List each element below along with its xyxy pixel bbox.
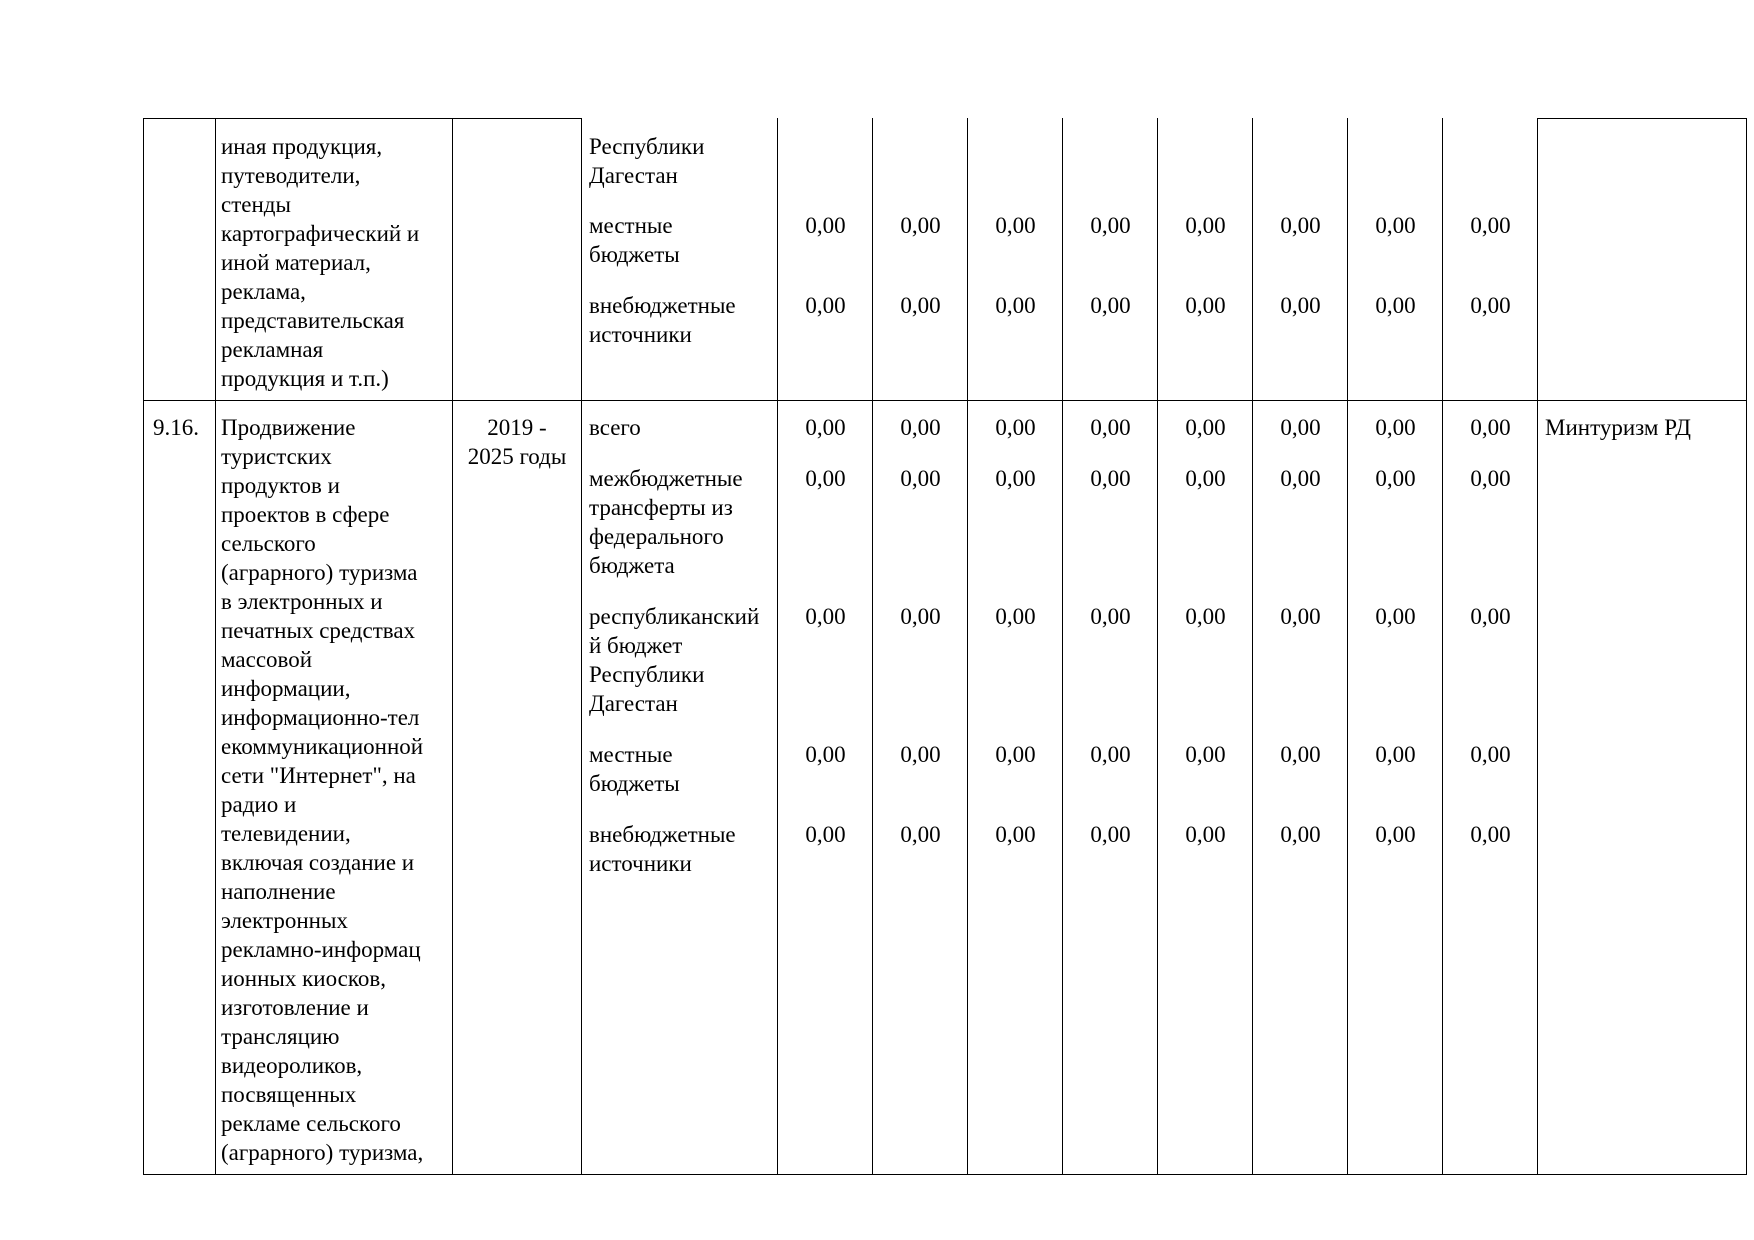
value-cell: 0,00 (900, 293, 941, 318)
value-cell: 0,00 (995, 466, 1036, 491)
period: 2019 - 2025 годы (467, 415, 567, 469)
value-cell: 0,00 (1090, 822, 1131, 847)
value-cell: 0,00 (1280, 293, 1321, 318)
row-divider (143, 400, 1746, 401)
funding-source-label: внебюджетные источники (589, 293, 736, 347)
column-line (1537, 118, 1538, 1175)
value-cell: 0,00 (995, 822, 1036, 847)
value-cell: 0,00 (900, 415, 941, 440)
value-cell: 0,00 (995, 213, 1036, 238)
value-cell: 0,00 (1375, 415, 1416, 440)
column-line (215, 118, 216, 1175)
value-cell: 0,00 (1280, 742, 1321, 767)
column-line (967, 118, 968, 1175)
value-cell: 0,00 (1470, 604, 1511, 629)
value-cell: 0,00 (995, 415, 1036, 440)
column-line (777, 118, 778, 1175)
value-cell: 0,00 (1090, 604, 1131, 629)
activity-name: иная продукция, путеводители, стенды картографический и иной материал, реклама, представительская рекламная продукция и т.п.) (221, 134, 420, 391)
responsible-executor: Минтуризм РД (1545, 415, 1691, 440)
value-cell: 0,00 (1090, 742, 1131, 767)
funding-source-label: местные бюджеты (589, 213, 680, 267)
funding-source-label: межбюджетные трансферты из федерального бюджета (589, 466, 743, 578)
value-cell: 0,00 (805, 604, 846, 629)
value-cell: 0,00 (900, 742, 941, 767)
column-line (1252, 118, 1253, 1175)
value-cell: 0,00 (1470, 293, 1511, 318)
value-cell: 0,00 (1375, 213, 1416, 238)
value-cell: 0,00 (1280, 822, 1321, 847)
value-cell: 0,00 (805, 822, 846, 847)
value-cell: 0,00 (1185, 604, 1226, 629)
value-cell: 0,00 (805, 415, 846, 440)
value-cell: 0,00 (900, 604, 941, 629)
value-cell: 0,00 (1090, 466, 1131, 491)
value-cell: 0,00 (1280, 466, 1321, 491)
value-cell: 0,00 (1470, 415, 1511, 440)
value-cell: 0,00 (805, 466, 846, 491)
value-cell: 0,00 (805, 293, 846, 318)
value-cell: 0,00 (900, 822, 941, 847)
value-cell: 0,00 (995, 604, 1036, 629)
value-cell: 0,00 (1375, 293, 1416, 318)
value-cell: 0,00 (1185, 415, 1226, 440)
column-line (1062, 118, 1063, 1175)
value-cell: 0,00 (1185, 213, 1226, 238)
value-cell: 0,00 (1280, 213, 1321, 238)
value-cell: 0,00 (995, 742, 1036, 767)
column-line (872, 118, 873, 1175)
table-border-bottom (143, 1174, 1746, 1175)
value-cell: 0,00 (900, 213, 941, 238)
value-cell: 0,00 (805, 742, 846, 767)
funding-source-label: Республики Дагестан (589, 134, 705, 188)
value-cell: 0,00 (1470, 822, 1511, 847)
column-line (1347, 118, 1348, 1175)
funding-source-label: местные бюджеты (589, 742, 680, 796)
value-cell: 0,00 (1090, 293, 1131, 318)
value-cell: 0,00 (995, 293, 1036, 318)
value-cell: 0,00 (1470, 466, 1511, 491)
value-cell: 0,00 (1375, 742, 1416, 767)
value-cell: 0,00 (1375, 822, 1416, 847)
value-cell: 0,00 (1185, 742, 1226, 767)
value-cell: 0,00 (805, 213, 846, 238)
column-line (452, 118, 453, 1175)
value-cell: 0,00 (1280, 604, 1321, 629)
column-line (1442, 118, 1443, 1175)
value-cell: 0,00 (1090, 213, 1131, 238)
value-cell: 0,00 (1375, 466, 1416, 491)
column-line (143, 118, 144, 1175)
value-cell: 0,00 (1185, 466, 1226, 491)
value-cell: 0,00 (1185, 822, 1226, 847)
value-cell: 0,00 (1375, 604, 1416, 629)
value-cell: 0,00 (1185, 293, 1226, 318)
row-number: 9.16. (153, 415, 199, 440)
value-cell: 0,00 (1470, 213, 1511, 238)
table-border-top-left (143, 118, 581, 119)
column-line (1157, 118, 1158, 1175)
funding-source-label: всего (589, 415, 641, 440)
activity-name: Продвижение туристских продуктов и проектов в сфере сельского (аграрного) туризма в электронных и печатных средствах массовой информации, информационно-тел екоммуникационной сети "Интернет", на радио и телевидении, включая создание и наполнение электронных рекламно-информац ионных киосков, изготовление и трансляцию видеороликов, посвященных рекламе сельского (аграрного) туризма, (221, 415, 424, 1165)
funding-source-label: республиканский й бюджет Республики Дагестан (589, 604, 760, 716)
table-border-top-right (1538, 118, 1746, 119)
funding-source-label: внебюджетные источники (589, 822, 736, 876)
value-cell: 0,00 (900, 466, 941, 491)
column-line (581, 118, 582, 1175)
value-cell: 0,00 (1280, 415, 1321, 440)
column-line (1746, 118, 1747, 1175)
value-cell: 0,00 (1090, 415, 1131, 440)
value-cell: 0,00 (1470, 742, 1511, 767)
